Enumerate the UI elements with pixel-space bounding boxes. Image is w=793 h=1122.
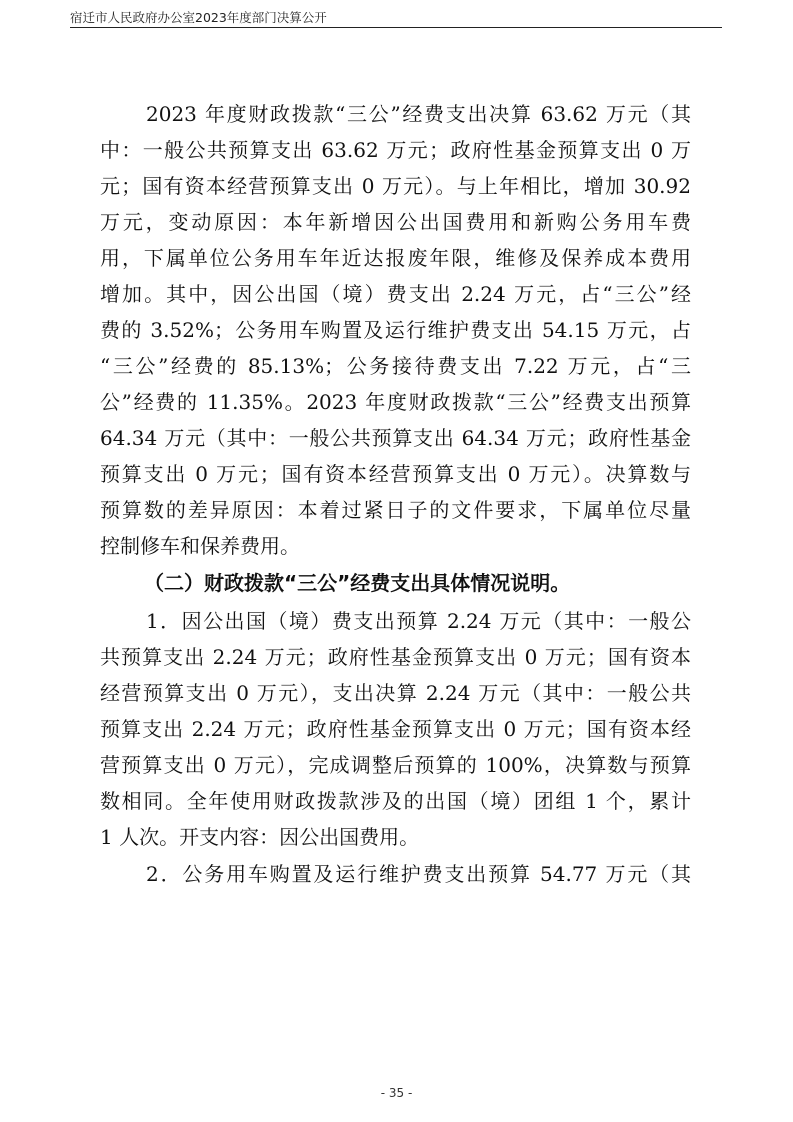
section-heading: （二）财政拨款“三公”经费支出具体情况说明。 [144, 571, 571, 595]
paragraph-line: 预算数的差异原因：本着过紧日子的文件要求，下属单位尽量 [100, 498, 691, 522]
paragraph-line: 共预算支出 2.24 万元；政府性基金预算支出 0 万元；国有资本 [100, 645, 691, 669]
page-number: - 35 - [380, 1086, 413, 1100]
paragraph-line: 万元，变动原因：本年新增因公出国费用和新购公务用车费 [100, 210, 691, 234]
paragraph-line: 增加。其中，因公出国（境）费支出 2.24 万元，占“三公”经 [100, 282, 691, 306]
paragraph-line: 1．因公出国（境）费支出预算 2.24 万元（其中：一般公 [146, 609, 691, 633]
paragraph-line: 64.34 万元（其中：一般公共预算支出 64.34 万元；政府性基金 [100, 426, 691, 450]
paragraph-line: 2023 年度财政拨款“三公”经费支出决算 63.62 万元（其 [146, 102, 691, 126]
paragraph-line: 控制修车和保养费用。 [100, 534, 300, 558]
paragraph-line: 预算支出 2.24 万元；政府性基金预算支出 0 万元；国有资本经 [100, 717, 691, 741]
paragraph-line: 经营预算支出 0 万元），支出决算 2.24 万元（其中：一般公共 [100, 681, 691, 705]
document-header: 宿迁市人民政府办公室2023年度部门决算公开 [70, 10, 327, 25]
paragraph-line: 中：一般公共预算支出 63.62 万元；政府性基金预算支出 0 万 [100, 138, 691, 162]
paragraph-line: 用，下属单位公务用车年近达报废年限，维修及保养成本费用 [100, 246, 691, 270]
paragraph-line: 2．公务用车购置及运行维护费支出预算 54.77 万元（其 [146, 862, 691, 886]
header-divider [70, 27, 722, 28]
paragraph-line: 费的 3.52%；公务用车购置及运行维护费支出 54.15 万元，占 [100, 318, 691, 342]
paragraph-line: 元；国有资本经营预算支出 0 万元）。与上年相比，增加 30.92 [100, 174, 691, 198]
paragraph-line: 营预算支出 0 万元），完成调整后预算的 100%，决算数与预算 [100, 753, 691, 777]
paragraph-line: 预算支出 0 万元；国有资本经营预算支出 0 万元）。决算数与 [100, 462, 691, 486]
paragraph-line: 公”经费的 11.35%。2023 年度财政拨款“三公”经费支出预算 [100, 390, 691, 414]
paragraph-line: “三公”经费的 85.13%；公务接待费支出 7.22 万元，占“三 [100, 354, 691, 378]
paragraph-line: 数相同。全年使用财政拨款涉及的出国（境）团组 1 个，累计 [100, 789, 691, 813]
paragraph-line: 1 人次。开支内容：因公出国费用。 [100, 825, 420, 849]
